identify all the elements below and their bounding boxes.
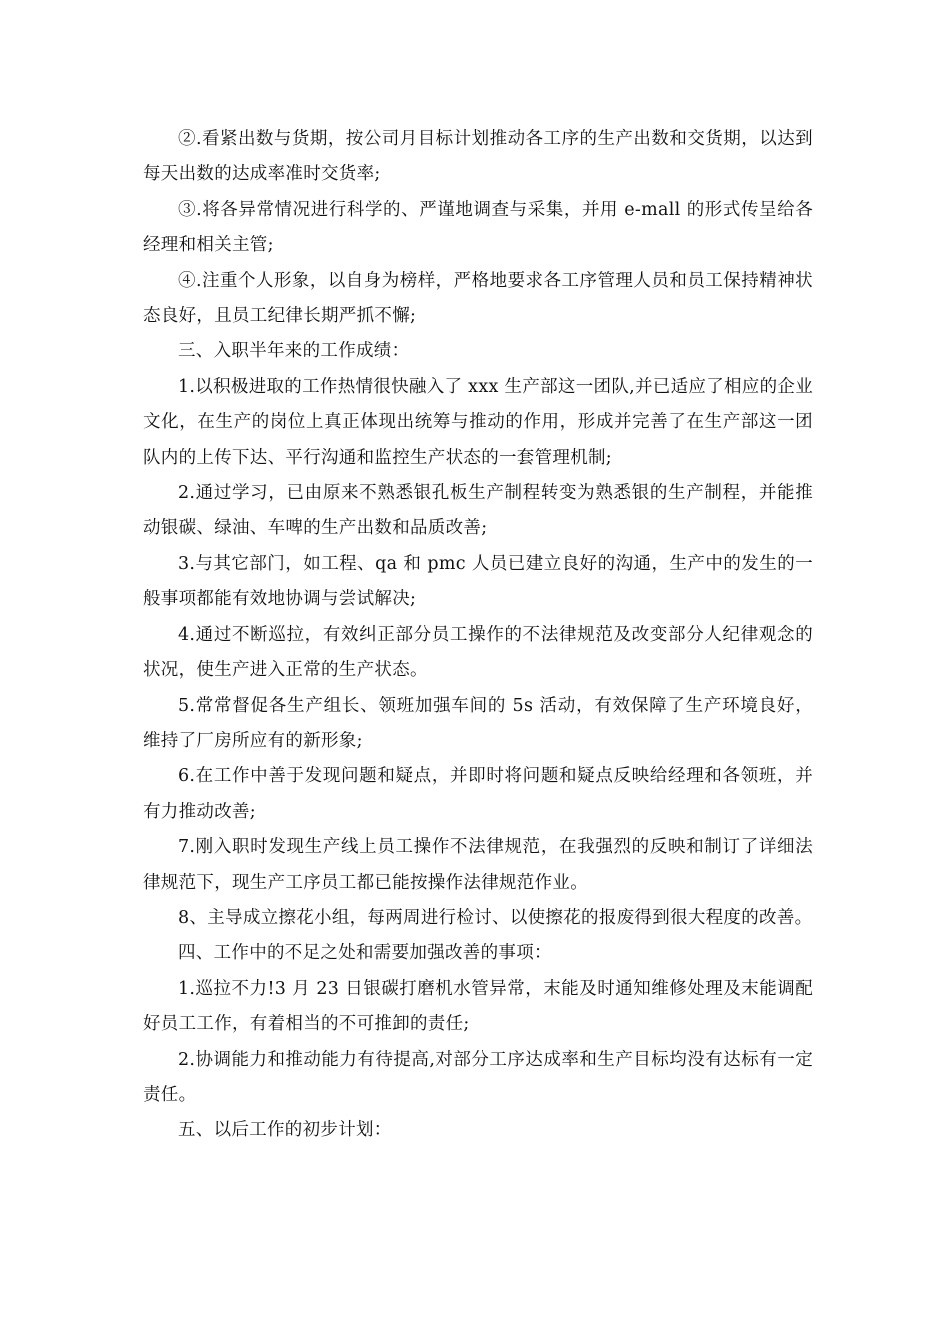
paragraph: 6.在工作中善于发现问题和疑点，并即时将问题和疑点反映给经理和各领班，并有力推动改善;	[143, 766, 813, 822]
paragraph: 8、主导成立擦花小组，每两周进行检讨、以使擦花的报废得到很大程度的改善。	[178, 907, 813, 928]
section-heading: 三、入职半年来的工作成绩：	[178, 341, 410, 362]
paragraph: 2.通过学习，已由原来不熟悉银孔板生产制程转变为熟悉银的生产制程，并能推动银碳、绿油、车啤的生产出数和品质改善;	[143, 483, 813, 539]
paragraph: 1.巡拉不力!3 月 23 日银碳打磨机水管异常，末能及时通知维修处理及末能调配好员工工作，有着相当的不可推卸的责任;	[143, 978, 813, 1035]
paragraph: 5.常常督促各生产组长、领班加强车间的 5s 活动，有效保障了生产环境良好，维持了厂房所应有的新形象;	[143, 695, 813, 751]
section-heading: 五、以后工作的初步计划：	[178, 1120, 392, 1141]
paragraph: 2.协调能力和推动能力有待提高,对部分工序达成率和生产目标均没有达标有一定责任。	[143, 1049, 813, 1105]
paragraph: 4.通过不断巡拉，有效纠正部分员工操作的不法律规范及改变部分人纪律观念的状况，使生产进入正常的生产状态。	[143, 624, 813, 681]
paragraph: ④.注重个人形象，以自身为榜样，严格地要求各工序管理人员和员工保持精神状态良好，且员工纪律长期严抓不懈;	[143, 270, 813, 327]
document-body	[143, 122, 813, 1149]
section-heading: 四、工作中的不足之处和需要加强改善的事项：	[178, 943, 552, 964]
paragraph: 1.以积极进取的工作热情很快融入了 xxx 生产部这一团队,并已适应了相应的企业文化，在生产的岗位上真正体现出统筹与推动的作用，形成并完善了在生产部这一团队内的上传下达、平行沟通和监控生产状态的一套管理机制;	[143, 376, 813, 468]
paragraph: 3.与其它部门，如工程、qa 和 pmc 人员已建立良好的沟通，生产中的发生的一般事项都能有效地协调与尝试解决;	[143, 553, 813, 610]
paragraph: ③.将各异常情况进行科学的、严谨地调查与采集，并用 e-mall 的形式传呈给各经理和相关主管;	[143, 199, 813, 256]
paragraph: 7.刚入职时发现生产线上员工操作不法律规范，在我强烈的反映和制订了详细法律规范下，现生产工序员工都已能按操作法律规范作业。	[143, 837, 813, 893]
paragraph: ②.看紧出数与货期，按公司月目标计划推动各工序的生产出数和交货期，以达到每天出数的达成率准时交货率;	[143, 129, 813, 185]
